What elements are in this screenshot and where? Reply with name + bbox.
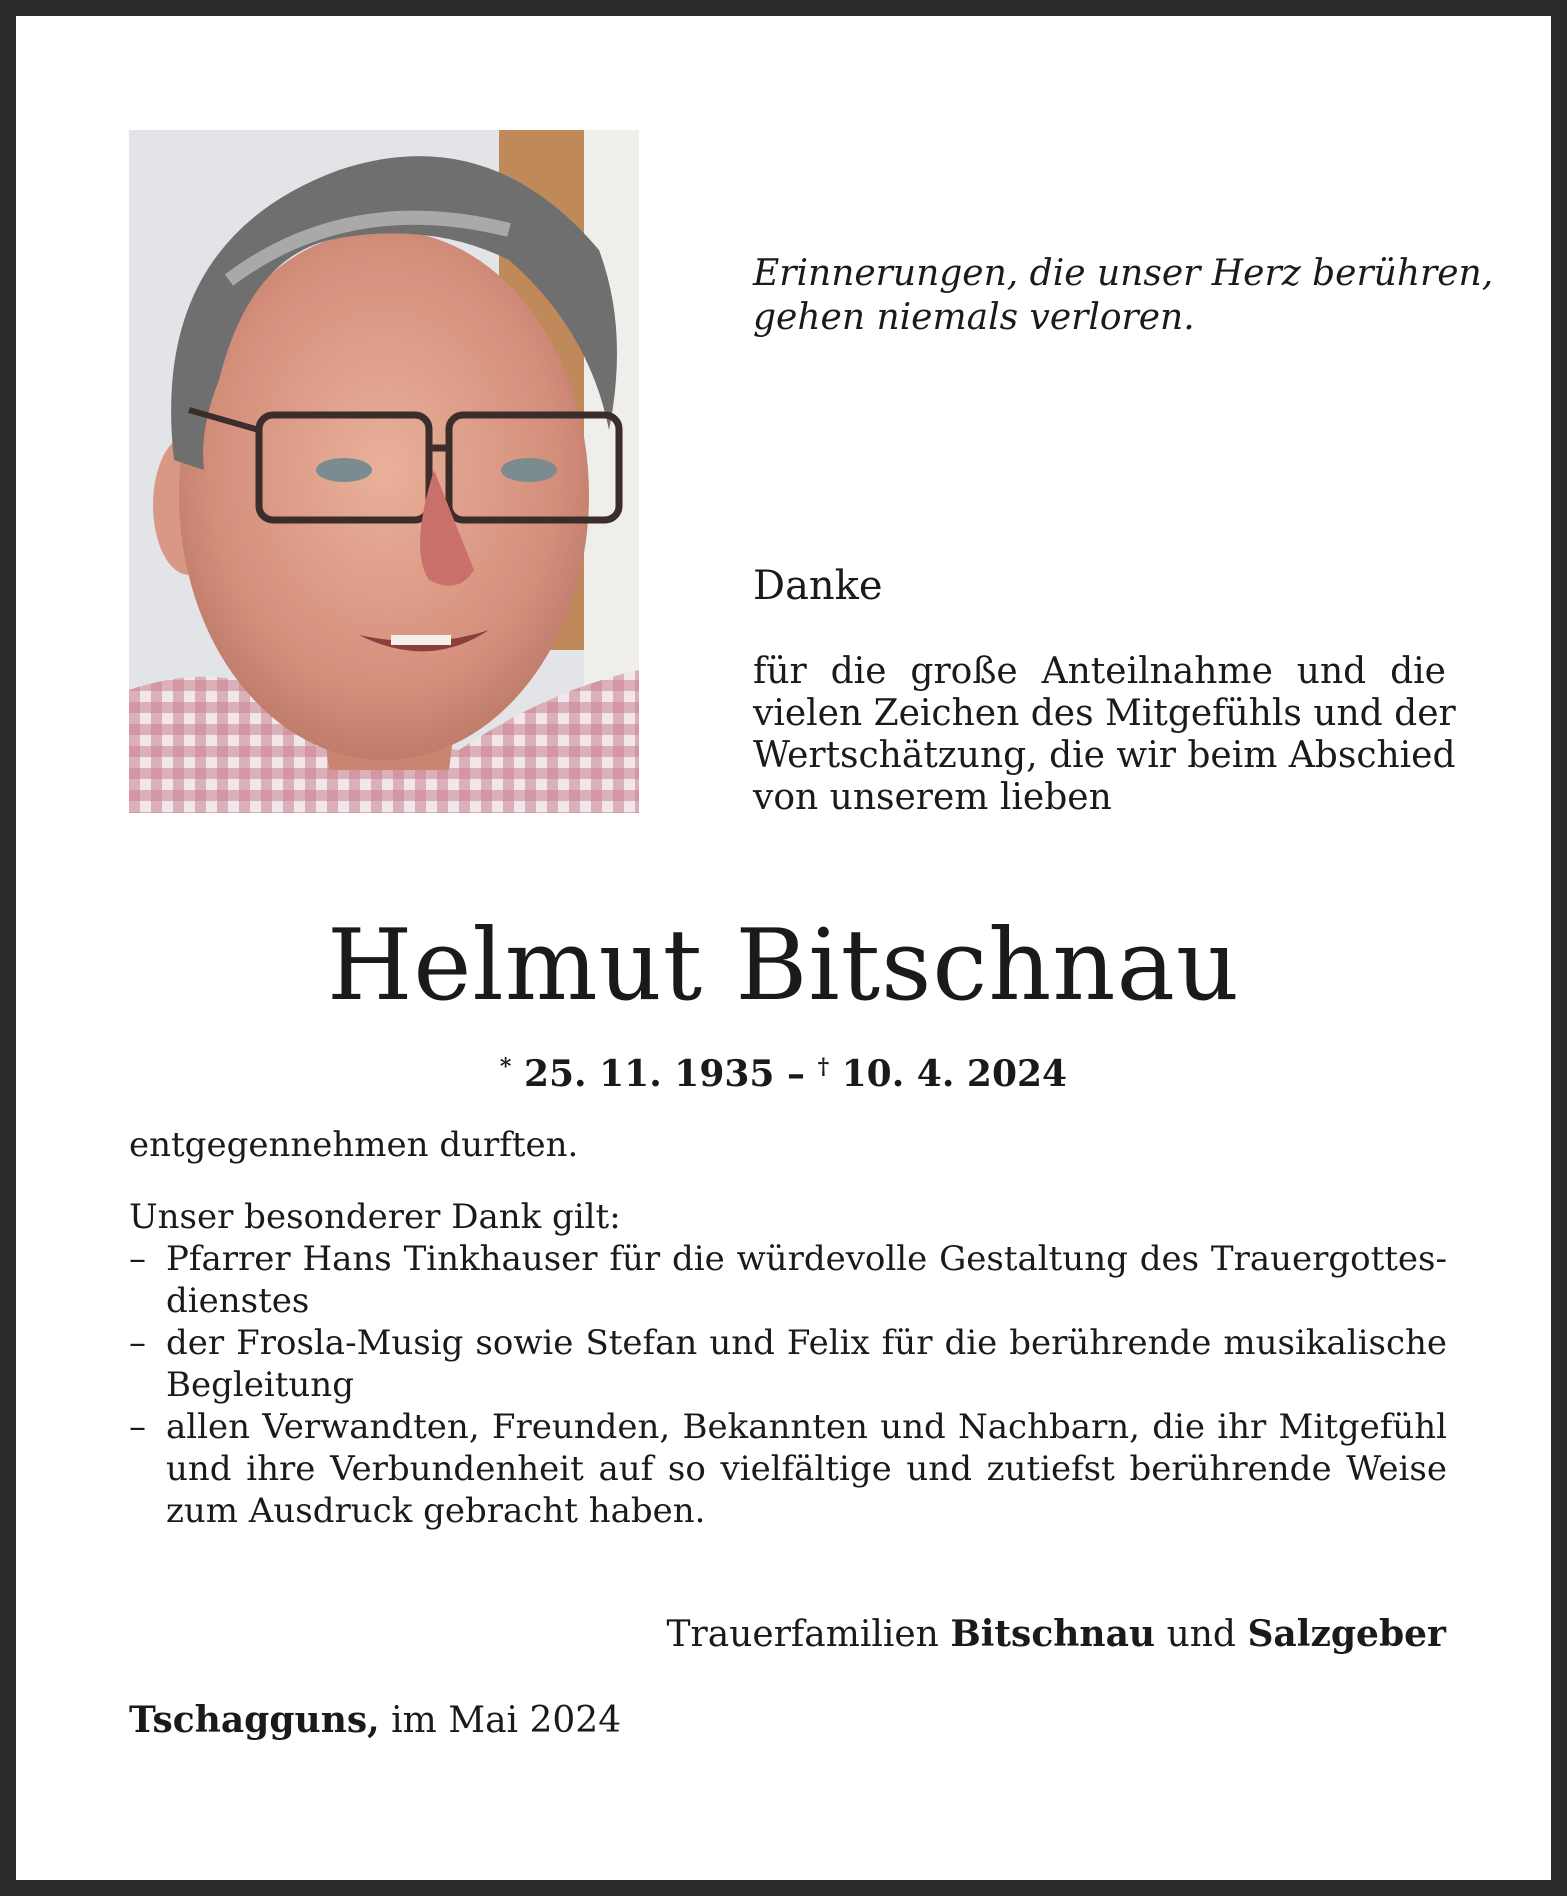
family-name-1: Bitschnau xyxy=(950,1613,1156,1655)
list-item-line: zum Ausdruck gebracht haben. xyxy=(166,1491,706,1531)
list-item xyxy=(129,1322,1447,1406)
special-thanks-list xyxy=(129,1238,1447,1532)
thanks-intro xyxy=(753,651,1456,819)
signature-prefix: Trauerfamilien xyxy=(666,1614,939,1655)
special-thanks-heading: Unser besonderer Dank gilt: xyxy=(129,1197,621,1237)
date-separator: – xyxy=(787,1053,806,1095)
memorial-quote xyxy=(753,252,1494,340)
list-item xyxy=(129,1238,1447,1322)
list-item-line: und ihre Verbundenheit auf so vielfältige und zutiefst berührende Weise xyxy=(166,1449,1447,1489)
signature-connector: und xyxy=(1166,1614,1236,1655)
list-item xyxy=(129,1406,1447,1532)
thanks-heading: Danke xyxy=(753,563,883,609)
death-date: 10. 4. 2024 xyxy=(841,1053,1068,1095)
deceased-name: Helmut Bitschnau xyxy=(326,909,1241,1023)
list-item-line: Begleitung xyxy=(166,1365,354,1405)
dash-bullet: – xyxy=(129,1323,146,1363)
birth-date: 25. 11. 1935 xyxy=(523,1053,775,1095)
thanks-body xyxy=(129,1124,1447,1532)
life-dates xyxy=(16,1046,1551,1095)
continuation-text: entgegennehmen durften. xyxy=(129,1125,579,1165)
birth-symbol: * xyxy=(499,1054,512,1080)
quote-line-2: gehen niemals verloren. xyxy=(753,297,1195,338)
place-date xyxy=(129,1698,621,1743)
list-item-line: dienstes xyxy=(166,1281,310,1321)
family-signature xyxy=(667,1612,1446,1657)
portrait-photo xyxy=(129,130,639,813)
dash-bullet: – xyxy=(129,1239,146,1279)
thanks-line: Wertschätzung, die wir beim Abschied xyxy=(753,735,1456,776)
list-item-line: der Frosla-Musig sowie Stefan und Felix für die berührende musikalische xyxy=(166,1323,1447,1363)
list-item-line: Pfarrer Hans Tinkhauser für die würdevolle Gestaltung des Trauergottes- xyxy=(166,1239,1447,1279)
family-name-2: Salzgeber xyxy=(1247,1613,1446,1655)
place-name: Tschagguns, xyxy=(129,1699,380,1741)
thanks-line: vielen Zeichen des Mitgefühls und der xyxy=(753,693,1456,734)
thanks-line: für die große Anteilnahme und die xyxy=(753,651,1446,692)
quote-line-1: Erinnerungen, die unser Herz berühren, xyxy=(753,253,1494,294)
date-text: im Mai 2024 xyxy=(391,1700,622,1741)
thanks-line: von unserem lieben xyxy=(753,777,1112,818)
portrait-illustration xyxy=(129,130,639,813)
obituary-card xyxy=(16,16,1551,1880)
death-symbol: † xyxy=(817,1054,830,1080)
list-item-line: allen Verwandten, Freunden, Bekannten und Nachbarn, die ihr Mitgefühl xyxy=(166,1407,1447,1447)
dash-bullet: – xyxy=(129,1407,146,1447)
